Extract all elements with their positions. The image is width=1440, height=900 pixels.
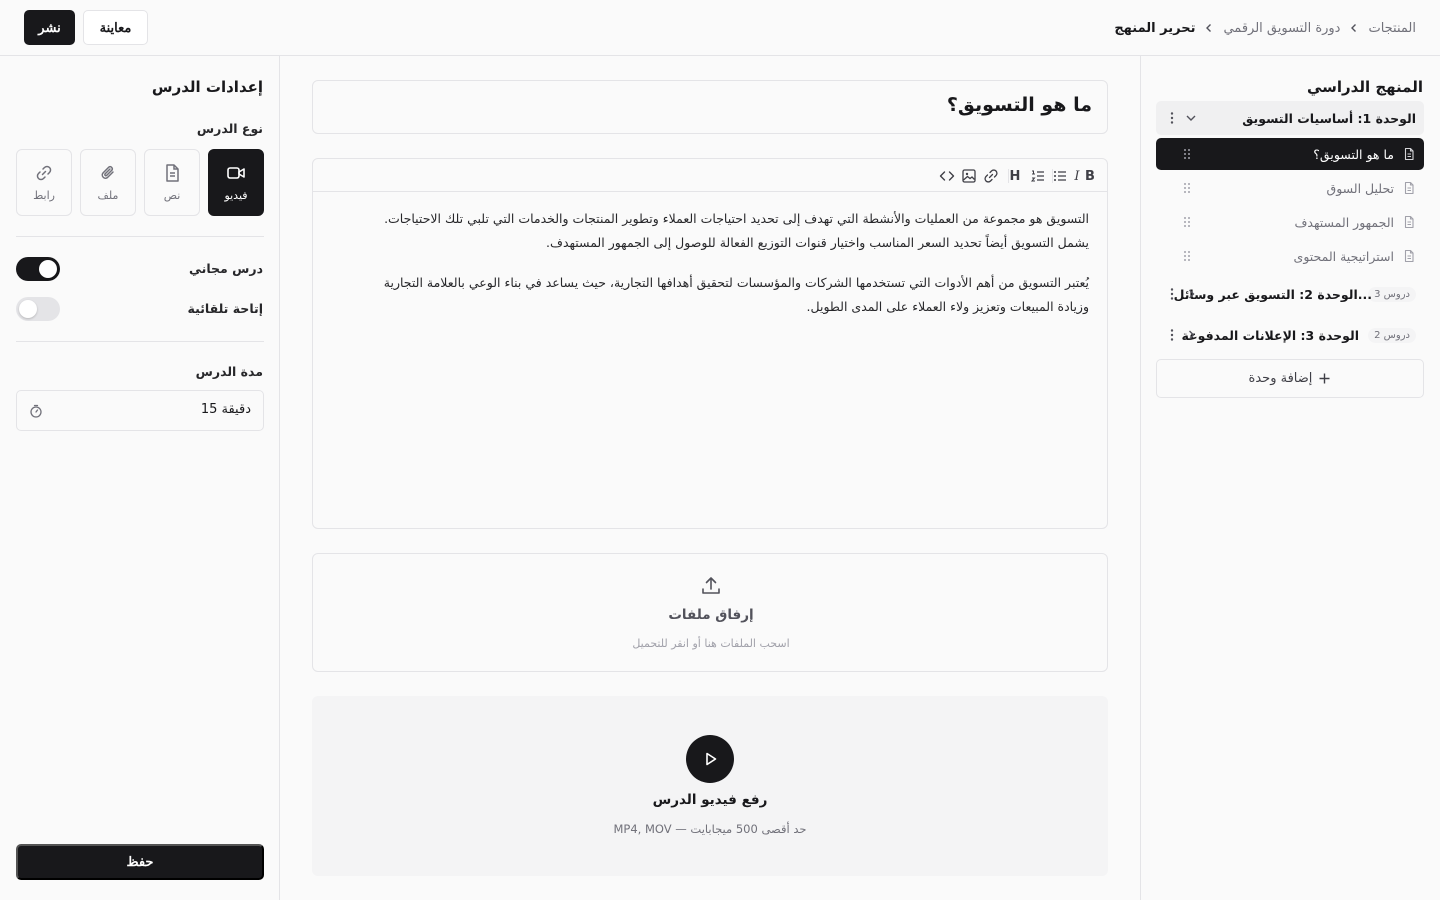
chevron-down-icon[interactable]	[1184, 111, 1198, 125]
video-upload-hint: MP4, MOV — حد أقصى 500 ميجابايت	[613, 822, 807, 836]
more-vertical-icon[interactable]	[1166, 111, 1178, 125]
curriculum-sidebar	[1140, 56, 1440, 900]
bullet-list-icon	[1052, 168, 1068, 184]
paragraph: التسويق هو مجموعة من العمليات والأنشطة التي تهدف إلى تحديد احتياجات العملاء وتطوير المنتجات والخدمات التي تلبي تلك الاحتياجات. يشمل التسويق أيضاً تحديد السعر المناسب واختيار قنوات التوزيع الفعالة للوصول إلى الجمهور المستهدف.	[384, 211, 1089, 250]
image-button[interactable]	[960, 167, 978, 185]
plus-icon	[1318, 372, 1331, 385]
file-upload-dropzone[interactable]	[312, 553, 1108, 672]
video-upload-area[interactable]	[312, 696, 1108, 876]
curriculum-title: المنهج الدراسي	[1306, 78, 1423, 96]
lessons-count-badge: 2 دروس	[1368, 328, 1416, 343]
type-text-label: نص	[163, 189, 181, 202]
upload-icon	[699, 574, 723, 598]
chevron-left-icon	[1203, 22, 1215, 34]
lesson-item[interactable]	[1156, 240, 1424, 272]
code-button[interactable]	[938, 167, 956, 185]
upload-title: إرفاق ملفات	[668, 607, 754, 623]
top-bar	[0, 0, 1440, 56]
timer-icon	[29, 404, 43, 418]
divider	[16, 341, 264, 342]
unit-row[interactable]	[1156, 318, 1424, 352]
drag-handle-icon[interactable]	[1182, 147, 1192, 161]
type-file-option[interactable]	[80, 149, 136, 216]
type-text-option[interactable]	[144, 149, 200, 216]
unit-title: الوحدة 3: الإعلانات المدفوعة	[1181, 327, 1359, 343]
lesson-item[interactable]	[1156, 172, 1424, 204]
lesson-label: الجمهور المستهدف	[1294, 214, 1394, 230]
unit-title: الوحدة 2: التسويق عبر وسائل...	[1173, 286, 1372, 302]
image-icon	[961, 168, 977, 184]
upload-hint: اسحب الملفات هنا أو انقر للتحميل	[632, 637, 790, 650]
duration-value: 15 دقيقة	[200, 402, 251, 417]
lesson-title: ما هو التسويق؟	[946, 94, 1092, 116]
duration-label: مدة الدرس	[195, 364, 263, 379]
play-icon	[700, 749, 720, 769]
add-unit-label: إضافة وحدة	[1248, 371, 1313, 386]
unit-row[interactable]	[1156, 101, 1424, 135]
link-button[interactable]	[982, 167, 1000, 185]
lesson-label: استراتيجية المحتوى	[1293, 248, 1394, 264]
type-video-option[interactable]	[208, 149, 264, 216]
unit-row[interactable]	[1156, 277, 1424, 311]
rich-text-editor[interactable]	[312, 158, 1108, 529]
play-button[interactable]	[686, 735, 734, 783]
breadcrumb	[1114, 0, 1416, 56]
bullet-list-button[interactable]	[1051, 167, 1069, 185]
preview-button[interactable]: معاينة	[83, 10, 148, 45]
settings-title: إعدادات الدرس	[151, 78, 263, 96]
lesson-label: ما هو التسويق؟	[1313, 146, 1394, 162]
auto-release-label: إتاحة تلقائية	[187, 301, 263, 316]
breadcrumb-products[interactable]: المنتجات	[1368, 20, 1416, 36]
bold-button[interactable]: B	[1085, 168, 1095, 184]
link-icon	[34, 163, 54, 183]
unit-title: الوحدة 1: أساسيات التسويق	[1242, 110, 1416, 126]
numbered-list-icon	[1030, 168, 1046, 184]
free-lesson-label: درس مجاني	[189, 261, 263, 276]
lessons-count-badge: 3 دروس	[1368, 287, 1416, 302]
free-lesson-toggle[interactable]	[16, 257, 60, 281]
document-icon	[1402, 181, 1416, 195]
type-link-option[interactable]	[16, 149, 72, 216]
video-icon	[226, 163, 246, 183]
duration-field[interactable]	[16, 390, 264, 431]
code-icon	[939, 168, 955, 184]
breadcrumb-current: تحرير المنهج	[1114, 20, 1196, 36]
document-icon	[162, 163, 182, 183]
save-button[interactable]: حفظ	[16, 844, 264, 880]
divider	[16, 236, 264, 237]
editor-content[interactable]	[349, 207, 1089, 335]
toggle-knob	[39, 260, 57, 278]
lesson-settings-panel	[0, 56, 280, 900]
drag-handle-icon[interactable]	[1182, 181, 1192, 195]
video-upload-title: رفع فيديو الدرس	[652, 792, 768, 808]
italic-button[interactable]: I	[1074, 168, 1080, 184]
document-icon	[1402, 249, 1416, 263]
numbered-list-button[interactable]	[1029, 167, 1047, 185]
lesson-item[interactable]	[1156, 206, 1424, 238]
type-link-label: رابط	[33, 189, 55, 202]
publish-button[interactable]: نشر	[24, 10, 75, 45]
drag-handle-icon[interactable]	[1182, 249, 1192, 263]
add-unit-button[interactable]	[1156, 359, 1424, 398]
type-file-label: ملف	[97, 189, 119, 202]
toggle-knob	[19, 300, 37, 318]
document-icon	[1402, 147, 1416, 161]
lesson-item-active[interactable]	[1156, 138, 1424, 170]
chevron-left-icon	[1348, 22, 1360, 34]
more-vertical-icon[interactable]	[1166, 287, 1178, 301]
link-icon	[983, 168, 999, 184]
lesson-type-label: نوع الدرس	[196, 121, 263, 136]
heading-button[interactable]: H	[1009, 168, 1021, 184]
editor-toolbar	[313, 159, 1107, 192]
lesson-title-input[interactable]	[312, 80, 1108, 134]
type-video-label: فيديو	[224, 189, 248, 202]
auto-release-toggle[interactable]	[16, 297, 60, 321]
breadcrumb-course[interactable]: دورة التسويق الرقمي	[1223, 20, 1341, 36]
chevron-right-icon[interactable]	[1184, 328, 1198, 342]
paperclip-icon	[98, 163, 118, 183]
drag-handle-icon[interactable]	[1182, 215, 1192, 229]
chevron-right-icon[interactable]	[1184, 287, 1198, 301]
lesson-label: تحليل السوق	[1326, 180, 1394, 196]
paragraph: يُعتبر التسويق من أهم الأدوات التي تستخدمها الشركات والمؤسسات لتحقيق أهدافها التجارية، حيث يساعد في بناء الوعي بالعلامة التجارية وزيادة المبيعات وتعزيز ولاء العملاء على المدى الطويل.	[383, 275, 1089, 314]
more-vertical-icon[interactable]	[1166, 328, 1178, 342]
document-icon	[1402, 215, 1416, 229]
